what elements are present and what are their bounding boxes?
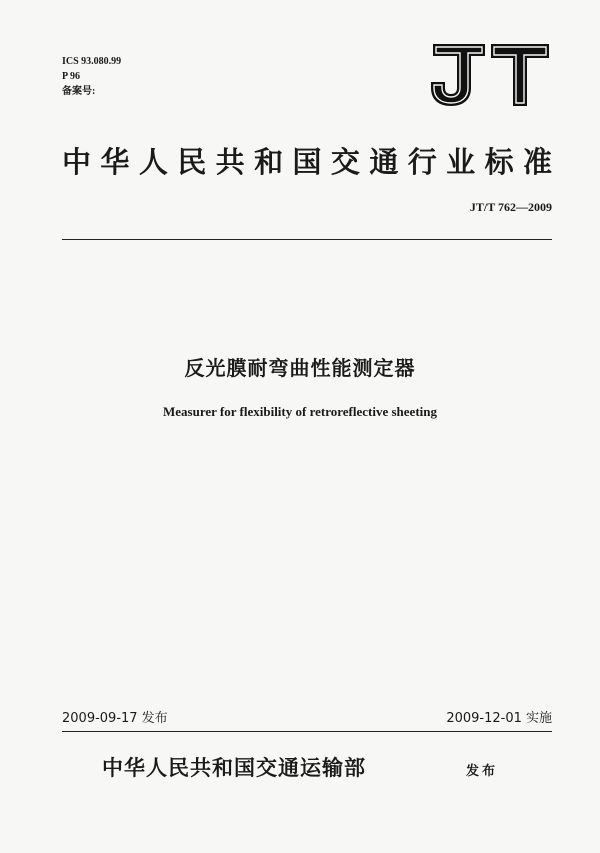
document-title-english: Measurer for flexibility of retroreflective sheeting — [163, 404, 437, 419]
standard-number: JT/T 762—2009 — [469, 200, 552, 214]
record-number-label: 备案号: — [62, 86, 96, 97]
issue-date: 2009-09-17 发布 — [62, 711, 168, 726]
document-title-chinese: 反光膜耐弯曲性能测定器 — [184, 356, 416, 380]
implementation-date: 2009-12-01 实施 — [446, 711, 552, 726]
publish-label: 发布 — [466, 764, 499, 779]
jt-logo — [427, 42, 553, 108]
footer-divider — [62, 731, 552, 732]
agency-title: 中华人民共和国交通行业标准 — [62, 145, 552, 179]
classification-code: P 96 — [62, 71, 81, 82]
metadata-block — [62, 54, 121, 99]
ics-code: ICS 93.080.99 — [62, 56, 122, 67]
publisher-name: 中华人民共和国交通运输部 — [102, 756, 366, 780]
header-divider — [62, 239, 552, 240]
